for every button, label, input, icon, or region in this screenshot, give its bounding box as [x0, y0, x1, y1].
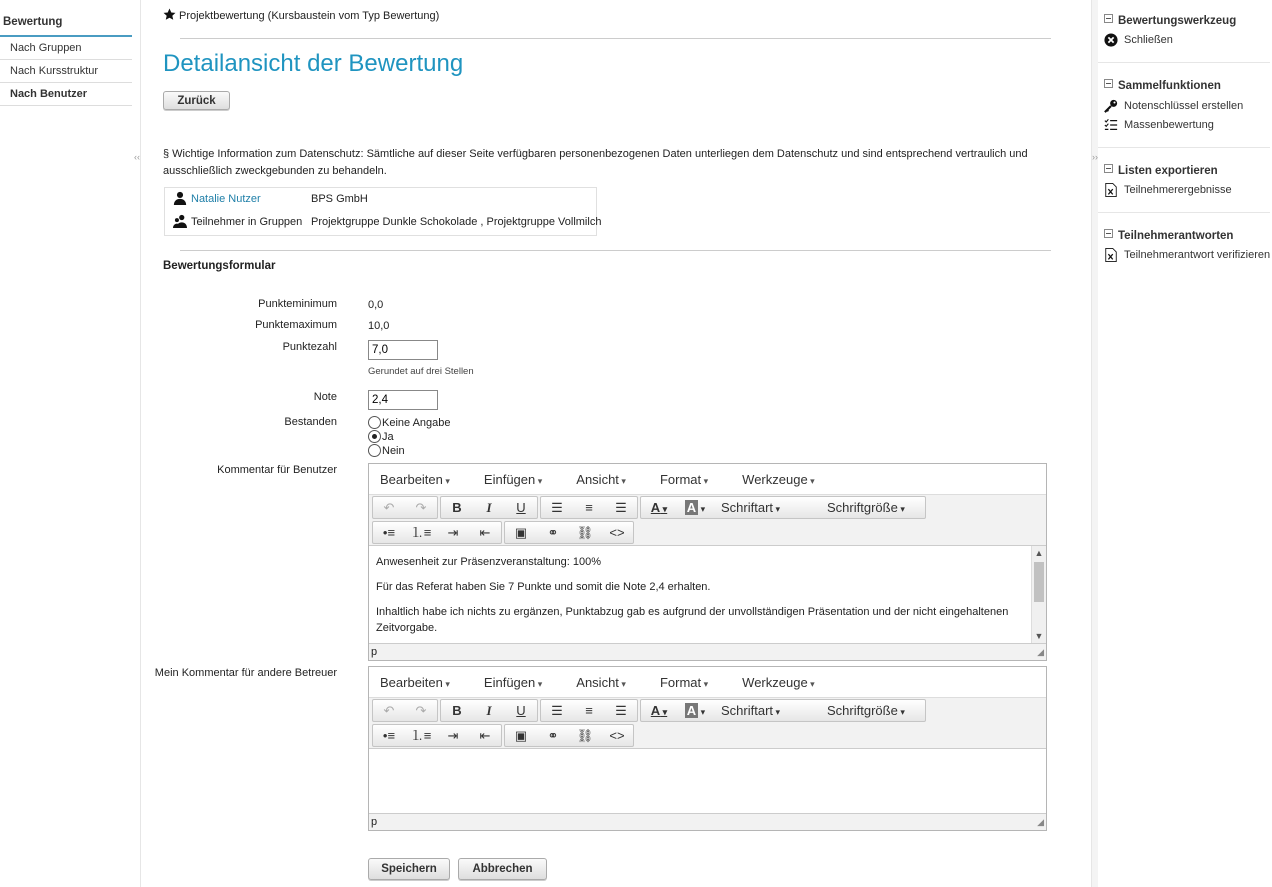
- max-value: 10,0: [368, 320, 390, 332]
- mass-assessment-link[interactable]: [1104, 118, 1214, 132]
- editor-toolbar-row-1: [369, 495, 1046, 520]
- font-group: [640, 496, 926, 519]
- background-color-icon[interactable]: A ▾: [677, 700, 713, 721]
- insert-group: [504, 724, 634, 747]
- font-family-select[interactable]: Schriftart ▾: [713, 497, 819, 518]
- align-left-icon[interactable]: ☰: [551, 500, 563, 515]
- passed-option-no[interactable]: [368, 444, 405, 457]
- checklist-icon: [1104, 118, 1118, 132]
- left-navigation: [0, 0, 132, 887]
- menu-format[interactable]: Format ▾: [653, 472, 715, 487]
- italic-icon[interactable]: I: [486, 500, 492, 515]
- passed-option-none[interactable]: [368, 416, 451, 429]
- section-assessment-tool[interactable]: [1104, 15, 1236, 27]
- editor-content[interactable]: [369, 748, 1046, 813]
- link-icon[interactable]: ⚭: [547, 728, 559, 743]
- scroll-thumb[interactable]: [1034, 562, 1044, 602]
- close-link[interactable]: [1104, 33, 1173, 47]
- list-group: [372, 724, 502, 747]
- image-icon[interactable]: ▣: [514, 728, 528, 743]
- editor-statusbar: [369, 643, 1046, 660]
- bullet-list-icon[interactable]: •≡: [382, 728, 396, 743]
- comment-user-editor[interactable]: [368, 463, 1047, 661]
- text-color-icon[interactable]: A ▾: [641, 700, 677, 721]
- underline-icon[interactable]: U: [516, 500, 526, 515]
- max-label: Punktemaximum: [255, 319, 337, 331]
- bold-icon[interactable]: B: [452, 703, 462, 718]
- right-collapse-handle[interactable]: ››: [1092, 152, 1098, 162]
- groups-value: Projektgruppe Dunkle Schokolade , Projektgruppe Vollmilch: [311, 216, 602, 228]
- user-name-link[interactable]: Natalie Nutzer: [191, 193, 261, 205]
- passed-option-yes[interactable]: [368, 430, 394, 443]
- editor-menubar: [369, 464, 1046, 495]
- user-row: [173, 190, 368, 208]
- underline-icon[interactable]: U: [516, 703, 526, 718]
- outdent-icon[interactable]: ⇤: [479, 728, 491, 743]
- align-right-icon[interactable]: ☰: [615, 703, 627, 718]
- numbered-list-icon[interactable]: ⒈≡: [410, 728, 432, 743]
- style-group: [440, 699, 538, 722]
- collapse-icon[interactable]: [1104, 79, 1113, 88]
- font-group: [640, 699, 926, 722]
- collapse-icon[interactable]: [1104, 229, 1113, 238]
- align-center-icon[interactable]: ≡: [585, 500, 593, 515]
- link-label: Notenschlüssel erstellen: [1124, 100, 1244, 112]
- divider: [180, 38, 1051, 39]
- resize-handle-icon[interactable]: ◢: [1037, 647, 1044, 657]
- align-group: [540, 699, 638, 722]
- italic-icon[interactable]: I: [486, 703, 492, 718]
- score-input[interactable]: [368, 340, 438, 360]
- menu-edit[interactable]: Bearbeiten ▾: [373, 675, 457, 690]
- key-icon: [1104, 99, 1118, 113]
- left-column-divider[interactable]: [140, 0, 141, 887]
- menu-tools[interactable]: Werkzeuge ▾: [735, 675, 822, 690]
- editor-content[interactable]: [369, 545, 1046, 643]
- section-title: Listen exportieren: [1118, 165, 1218, 177]
- section-batch-functions[interactable]: [1104, 80, 1221, 92]
- bullet-list-icon[interactable]: •≡: [382, 525, 396, 540]
- min-value: 0,0: [368, 299, 384, 311]
- radio-button[interactable]: [368, 416, 381, 429]
- source-code-icon[interactable]: <>: [609, 728, 625, 743]
- menu-tools[interactable]: Werkzeuge ▾: [735, 472, 822, 487]
- organization: BPS GmbH: [311, 193, 368, 205]
- editor-menubar: [369, 667, 1046, 698]
- radio-button[interactable]: [368, 430, 381, 443]
- font-size-select[interactable]: Schriftgröße ▾: [819, 497, 925, 518]
- back-button[interactable]: Zurück: [163, 91, 230, 110]
- left-collapse-handle[interactable]: ‹‹: [134, 152, 140, 162]
- history-group: [372, 496, 438, 519]
- collapse-icon[interactable]: [1104, 164, 1113, 173]
- export-results-link[interactable]: [1104, 183, 1232, 197]
- collapse-icon[interactable]: [1104, 14, 1113, 23]
- redo-icon[interactable]: ↷: [415, 703, 427, 718]
- menu-insert[interactable]: Einfügen ▾: [477, 472, 549, 487]
- outdent-icon[interactable]: ⇤: [479, 525, 491, 540]
- excel-file-icon: [1104, 183, 1118, 197]
- link-label: Teilnehmerantwort verifizieren: [1124, 249, 1271, 261]
- source-code-icon[interactable]: <>: [609, 525, 625, 540]
- comment-other-editor[interactable]: [368, 666, 1047, 831]
- menu-insert[interactable]: Einfügen ▾: [477, 675, 549, 690]
- undo-icon[interactable]: ↶: [383, 500, 395, 515]
- history-group: [372, 699, 438, 722]
- link-label: Teilnehmerergebnisse: [1124, 184, 1232, 196]
- editor-scrollbar[interactable]: [1031, 546, 1046, 643]
- comment-user-label: Kommentar für Benutzer: [217, 464, 337, 476]
- score-label: Punktezahl: [282, 341, 337, 353]
- section-title: Bewertungswerkzeug: [1118, 15, 1237, 27]
- element-path[interactable]: p: [371, 816, 378, 828]
- bold-icon[interactable]: B: [452, 500, 462, 515]
- nav-heading[interactable]: Bewertung: [0, 9, 132, 37]
- radio-label: Ja: [382, 430, 394, 443]
- grade-key-link[interactable]: [1104, 99, 1243, 113]
- editor-toolbar-row-2: [369, 520, 1046, 545]
- right-column-divider[interactable]: [1091, 0, 1098, 887]
- groups-label: Teilnehmer in Gruppen: [191, 216, 303, 228]
- radio-label: Nein: [382, 444, 405, 457]
- align-group: [540, 496, 638, 519]
- indent-icon[interactable]: ⇥: [447, 525, 459, 540]
- scroll-up-icon[interactable]: ▲: [1034, 548, 1044, 558]
- section-title: Sammelfunktionen: [1118, 80, 1221, 92]
- redo-icon[interactable]: ↷: [415, 500, 427, 515]
- editor-toolbar-row-1: [369, 698, 1046, 723]
- menu-edit[interactable]: Bearbeiten ▾: [373, 472, 457, 487]
- page-title: Detailansicht der Bewertung: [163, 50, 464, 77]
- radio-button[interactable]: [368, 444, 381, 457]
- grade-input[interactable]: [368, 390, 438, 410]
- element-path[interactable]: p: [371, 646, 378, 658]
- link-icon[interactable]: ⚭: [547, 525, 559, 540]
- divider: [1098, 62, 1270, 63]
- menu-view[interactable]: Ansicht ▾: [569, 472, 633, 487]
- style-group: [440, 496, 538, 519]
- unlink-icon[interactable]: ⛓: [576, 525, 594, 540]
- divider: [1098, 212, 1270, 213]
- align-left-icon[interactable]: ☰: [551, 703, 563, 718]
- save-button[interactable]: Speichern: [368, 858, 450, 880]
- verify-answer-link[interactable]: [1104, 248, 1270, 262]
- numbered-list-icon[interactable]: ⒈≡: [410, 525, 432, 540]
- cancel-button[interactable]: Abbrechen: [458, 858, 547, 880]
- form-title: Bewertungsformular: [163, 260, 276, 272]
- section-participant-answers[interactable]: [1104, 230, 1233, 242]
- min-label: Punkteminimum: [258, 298, 337, 310]
- editor-toolbar-row-2: [369, 723, 1046, 748]
- comment-paragraph: Für das Referat haben Sie 7 Punkte und somit die Note 2,4 erhalten.: [376, 581, 711, 593]
- score-hint: Gerundet auf drei Stellen: [368, 366, 474, 377]
- group-icon: [173, 214, 187, 228]
- excel-file-icon: [1104, 248, 1118, 262]
- editor-statusbar: [369, 813, 1046, 830]
- scroll-down-icon[interactable]: ▼: [1034, 631, 1044, 641]
- user-info-box: [164, 187, 602, 236]
- font-size-select[interactable]: Schriftgröße ▾: [819, 700, 925, 721]
- star-icon: [163, 8, 176, 21]
- nav-item-course-structure[interactable]: Nach Kursstruktur: [0, 60, 132, 83]
- privacy-notice: § Wichtige Information zum Datenschutz: Sämtliche auf dieser Seite verfügbaren personenbezogenen Daten unterliegen dem Datenschutz und sind entsprechend vertraulich und ausschließlich zweckgebunden zu behandeln.: [163, 148, 1028, 177]
- passed-label: Bestanden: [284, 416, 337, 428]
- menu-view[interactable]: Ansicht ▾: [569, 675, 633, 690]
- indent-icon[interactable]: ⇥: [447, 728, 459, 743]
- section-title: Teilnehmerantworten: [1118, 230, 1234, 242]
- undo-icon[interactable]: ↶: [383, 703, 395, 718]
- radio-label: Keine Angabe: [382, 416, 451, 429]
- align-center-icon[interactable]: ≡: [585, 703, 593, 718]
- breadcrumb: [163, 8, 439, 22]
- grade-label: Note: [313, 391, 337, 403]
- comment-other-label: Mein Kommentar für andere Betreuer: [154, 667, 337, 679]
- list-group: [372, 521, 502, 544]
- link-label: Schließen: [1124, 34, 1173, 46]
- link-label: Massenbewertung: [1124, 119, 1214, 131]
- background-color-icon[interactable]: A ▾: [677, 497, 713, 518]
- divider: [180, 250, 1051, 251]
- breadcrumb-text: Projektbewertung (Kursbaustein vom Typ Bewertung): [179, 10, 440, 22]
- comment-paragraph: Anwesenheit zur Präsenzveranstaltung: 100%: [376, 556, 602, 568]
- text-color-icon[interactable]: A ▾: [641, 497, 677, 518]
- font-family-select[interactable]: Schriftart ▾: [713, 700, 819, 721]
- insert-group: [504, 521, 634, 544]
- close-circle-icon: [1104, 33, 1118, 47]
- user-icon: [173, 191, 187, 205]
- comment-paragraph: Inhaltlich habe ich nichts zu ergänzen, Punktabzug gab es aufgrund der unvollständigen Präsentation und der nicht eingehaltenen Zeitvorgabe.: [376, 606, 1009, 634]
- divider: [1098, 147, 1270, 148]
- groups-row: [173, 213, 602, 231]
- section-export-lists[interactable]: [1104, 165, 1218, 177]
- unlink-icon[interactable]: ⛓: [576, 728, 594, 743]
- resize-handle-icon[interactable]: ◢: [1037, 817, 1044, 827]
- nav-item-groups[interactable]: Nach Gruppen: [0, 37, 132, 60]
- menu-format[interactable]: Format ▾: [653, 675, 715, 690]
- align-right-icon[interactable]: ☰: [615, 500, 627, 515]
- nav-item-users[interactable]: Nach Benutzer: [0, 83, 132, 106]
- image-icon[interactable]: ▣: [514, 525, 528, 540]
